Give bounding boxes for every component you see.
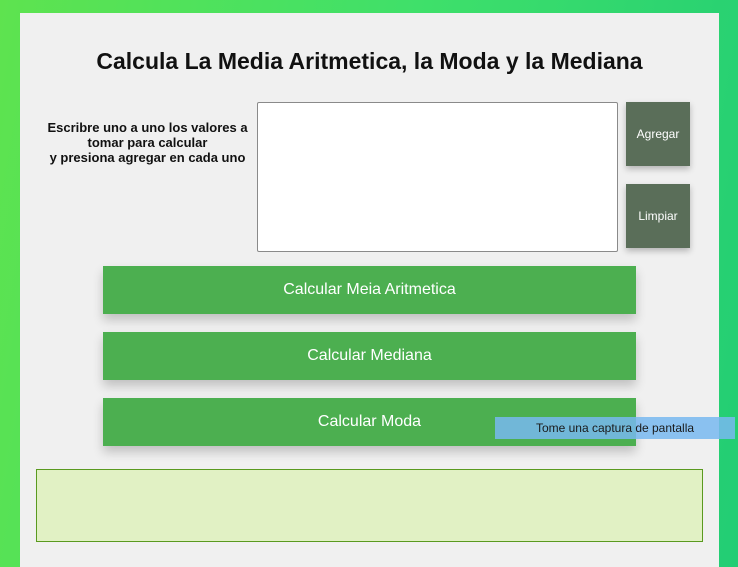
page-title: Calcula La Media Aritmetica, la Moda y la Mediana (96, 48, 643, 74)
calculate-mode-button[interactable]: Calcular Moda (103, 398, 636, 446)
instructions-line-2: y presiona agregar en cada uno (49, 150, 246, 165)
instructions-line-1: Escribre uno a uno los valores a tomar para calcular (47, 120, 248, 150)
values-input[interactable] (257, 102, 618, 252)
instructions-label (40, 120, 255, 165)
screenshot-tooltip[interactable]: Tome una captura de pantalla (495, 417, 735, 439)
add-button[interactable]: Agregar (626, 102, 690, 166)
calculate-mean-button[interactable]: Calcular Meia Aritmetica (103, 266, 636, 314)
calculate-median-button[interactable]: Calcular Mediana (103, 332, 636, 380)
clear-button[interactable]: Limpiar (626, 184, 690, 248)
result-box (36, 469, 703, 542)
calculator-panel (20, 13, 719, 567)
